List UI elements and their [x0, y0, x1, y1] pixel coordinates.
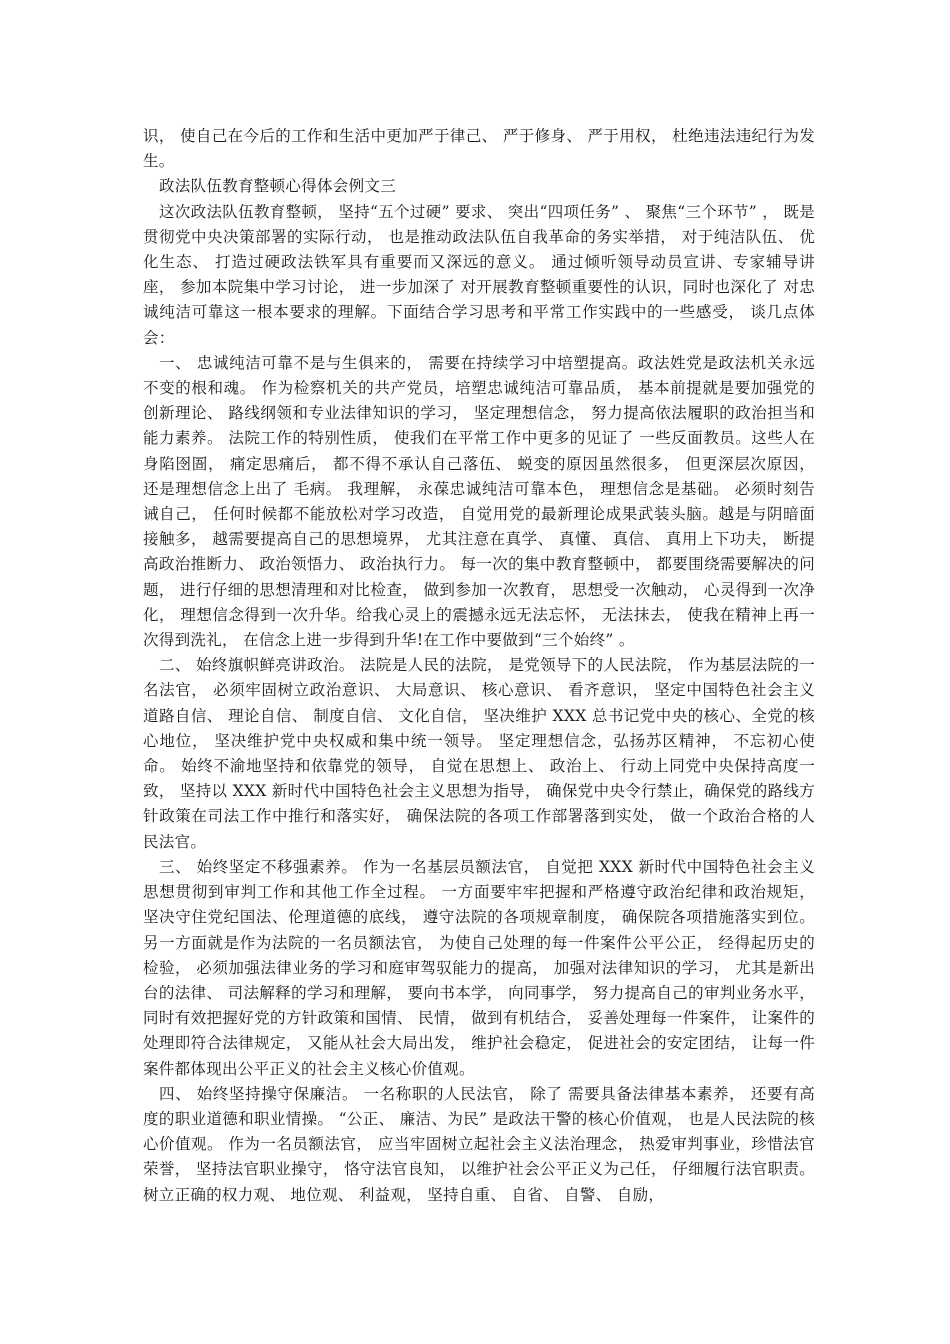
- document-body: [143, 124, 815, 1208]
- paragraph-intro: 这次政法队伍教育整顿， 坚持“五个过硬” 要求、 突出“四项任务” 、 聚焦“三个环节” ， 既是贯彻党中央决策部署的实际行动， 也是推动政法队伍自我革命的务实举措， 对于纯洁队伍、 优化生态、 打造过硬政法铁军具有重要而又深远的意义。 通过倾听领导动员宣讲、专家辅导讲座， 参加本院集中学习讨论， 进一步加深了 对开展教育整顿重要性的认识，同时也深化了 对忠诚纯洁可靠这一根本要求的理解。下面结合学习思考和平常工作实践中的一些感受， 谈几点体会：: [143, 202, 815, 347]
- paragraph-point-3: 三、 始终坚定不移强素养。 作为一名基层员额法官， 自觉把 XXX 新时代中国特色社会主义思想贯彻到审判工作和其他工作全过程。 一方面要牢牢把握和严格遵守政治纪律和政治规矩， 坚决守住党纪国法、伦理道德的底线， 遵守法院的各项规章制度， 确保院各项措施落实到位。 另一方面就是作为法院的一名员额法官， 为使自己处理的每一件案件公平公正， 经得起历史的检验， 必须加强法律业务的学习和庭审驾驭能力的提高， 加强对法律知识的学习， 尤其是新出台的法律、 司法解释的学习和理解， 要向书本学， 向同事学， 努力提高自己的审判业务水平， 同时有效把握好党的方针政策和国情、 民情， 做到有机结合， 妥善处理每一件案件， 让案件的处理即符合法律规定， 又能从社会大局出发， 维护社会稳定， 促进社会的安定团结， 让每一件案件都体现出公平正义的社会主义核心价值观。: [143, 857, 815, 1078]
- paragraph-continuation: 识， 使自己在今后的工作和生活中更加严于律己、 严于修身、 严于用权， 杜绝违法违纪行为发生。: [143, 127, 815, 171]
- paragraph-point-4: 四、 始终坚持操守保廉洁。 一名称职的人民法官， 除了 需要具备法律基本素养， 还要有高度的职业道德和职业情操。 “公正、 廉洁、为民” 是政法干警的核心价值观， 也是人民法院的核心价值观。 作为一名员额法官， 应当牢固树立起社会主义法治理念， 热爱审判事业，珍惜法官荣誉， 坚持法官职业操守， 恪守法官良知， 以维护社会公平正义为己任， 仔细履行法官职责。 树立正确的权力观、 地位观、 利益观， 坚持自重、 自省、 自警、 自励，: [143, 1084, 815, 1204]
- section-title: 政法队伍教育整顿心得体会例文三: [159, 177, 397, 196]
- paragraph-point-2: 二、 始终旗帜鲜亮讲政治。 法院是人民的法院， 是党领导下的人民法院， 作为基层法院的一名法官， 必须牢固树立政治意识、 大局意识、 核心意识、 看齐意识， 坚定中国特色社会主义道路自信、 理论自信、 制度自信、 文化自信， 坚决维护 XXX 总书记党中央的核心、全党的核心地位， 坚决维护党中央权威和集中统一领导。 坚定理想信念，弘扬苏区精神， 不忘初心使命。 始终不渝地坚持和依靠党的领导， 自觉在思想上、 政治上、 行动上同党中央保持高度一致， 坚持以 XXX 新时代中国特色社会主义思想为指导， 确保党中央令行禁止，确保党的路线方针政策在司法工作中推行和落实好， 确保法院的各项工作部署落到实处， 做一个政治合格的人民法官。: [143, 656, 815, 851]
- paragraph-point-1: 一、 忠诚纯洁可靠不是与生俱来的， 需要在持续学习中培塑提高。政法姓党是政法机关永远不变的根和魂。 作为检察机关的共产党员，培塑忠诚纯洁可靠品质， 基本前提就是要加强党的创新理论、 路线纲领和专业法律知识的学习， 坚定理想信念， 努力提高依法履职的政治担当和能力素养。 法院工作的特别性质， 使我们在平常工作中更多的见证了 一些反面教员。这些人在身陷囹圄， 痛定思痛后， 都不得不承认自己落伍、 蜕变的原因虽然很多， 但更深层次原因， 还是理想信念上出了 毛病。 我理解， 永葆忠诚纯洁可靠本色， 理想信念是基础。 必须时刻告诫自己， 任何时候都不能放松对学习改造， 自觉用党的最新理论成果武装头脑。越是与阴暗面接触多， 越需要提高自己的思想境界， 尤其注意在真学、 真懂、 真信、 真用上下功夫， 断提高政治推断力、 政治领悟力、 政治执行力。 每一次的集中教育整顿中， 都要围绕需要解决的问题， 进行仔细的思想清理和对比检查， 做到参加一次教育， 思想受一次触动， 心灵得到一次净化， 理想信念得到一次升华。给我心灵上的震撼永远无法忘怀， 无法抹去， 使我在精神上再一次得到洗礼， 在信念上进一步得到升华!在工作中要做到“三个始终” 。: [143, 353, 815, 650]
